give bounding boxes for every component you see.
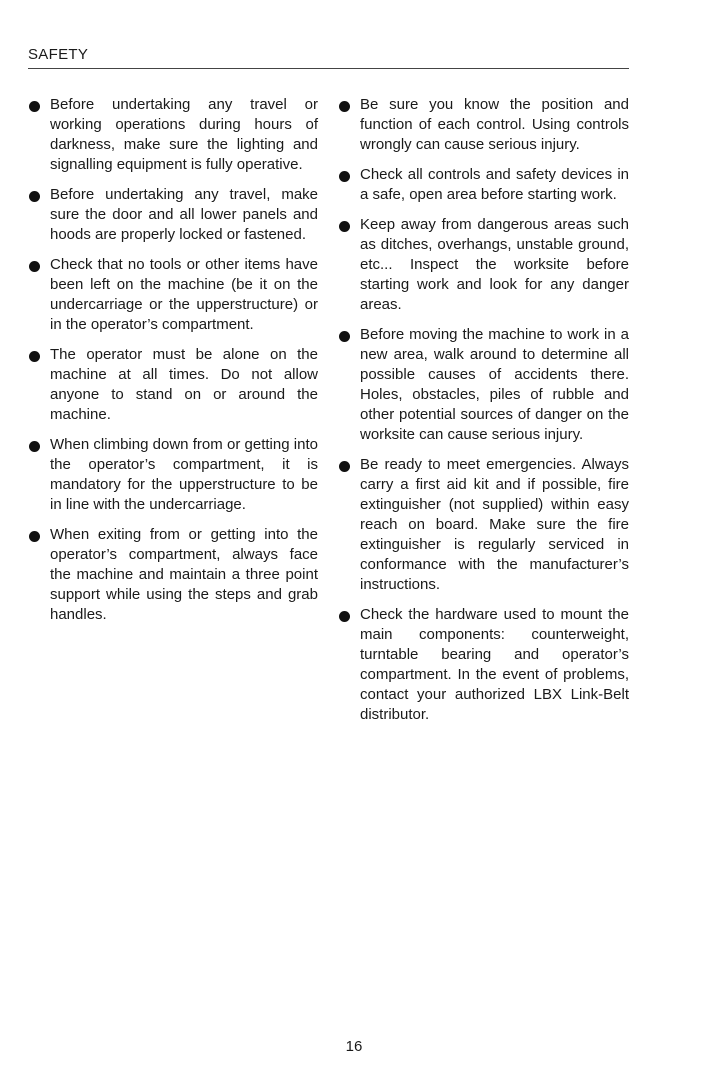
list-item-text: When climbing down from or getting into the operator’s compartment, it is mandatory for the upperstructure to be in line with the undercarriage. [50, 436, 318, 513]
bullet-icon [29, 101, 40, 112]
list-item [338, 325, 629, 445]
list-item-text: Be sure you know the position and function of each control. Using controls wrongly can cause serious injury. [360, 96, 629, 153]
bullet-icon [339, 221, 350, 232]
list-item [28, 185, 318, 245]
list-item [338, 455, 629, 595]
list-item [338, 165, 629, 205]
bullet-icon [29, 191, 40, 202]
list-item-text: Check the hardware used to mount the main components: counterweight, turntable bearing and operator’s compartment. In the event of problems, contact your authorized LBX Link-Belt distributor. [360, 606, 629, 723]
list-item [28, 525, 318, 625]
page-number: 16 [345, 1038, 363, 1055]
bullet-icon [29, 351, 40, 362]
list-item-text: Check that no tools or other items have been left on the machine (be it on the undercarriage or the upperstructure) or in the operator’s compartment. [50, 256, 318, 333]
list-item-text: Be ready to meet emergencies. Always carry a first aid kit and if possible, fire extinguisher (not supplied) within easy reach on board. Make sure the fire extinguisher is regularly serviced in conformance with the manufacturer’s instructions. [360, 456, 629, 593]
list-item-text: Check all controls and safety devices in a safe, open area before starting work. [360, 166, 629, 203]
list-item [28, 435, 318, 515]
list-item [338, 95, 629, 155]
list-item-text: When exiting from or getting into the operator’s compartment, always face the machine and maintain a three point support while using the steps and grab handles. [50, 526, 318, 623]
bullet-icon [29, 531, 40, 542]
left-column [28, 95, 318, 635]
page-header [28, 45, 629, 69]
list-item [28, 255, 318, 335]
list-item-text: The operator must be alone on the machine at all times. Do not allow anyone to stand on or around the machine. [50, 346, 318, 423]
bullet-icon [339, 461, 350, 472]
bullet-icon [339, 611, 350, 622]
list-item [338, 215, 629, 315]
list-item-text: Before moving the machine to work in a new area, walk around to determine all possible causes of accidents there. Holes, obstacles, piles of rubble and other potential sources of danger on the worksite can cause serious injury. [360, 326, 629, 443]
list-item [28, 95, 318, 175]
bullet-icon [29, 441, 40, 452]
list-item-text: Before undertaking any travel, make sure the door and all lower panels and hoods are properly locked or fastened. [50, 186, 318, 243]
bullet-icon [339, 101, 350, 112]
section-title: SAFETY [28, 46, 89, 63]
list-item-text: Keep away from dangerous areas such as ditches, overhangs, unstable ground, etc... Inspect the worksite before starting work and look for any danger areas. [360, 216, 629, 313]
bullet-icon [29, 261, 40, 272]
bullet-icon [339, 331, 350, 342]
right-column [338, 95, 629, 735]
list-item-text: Before undertaking any travel or working operations during hours of darkness, make sure the lighting and signalling equipment is fully operative. [50, 96, 318, 173]
list-item [338, 605, 629, 725]
list-item [28, 345, 318, 425]
bullet-icon [339, 171, 350, 182]
